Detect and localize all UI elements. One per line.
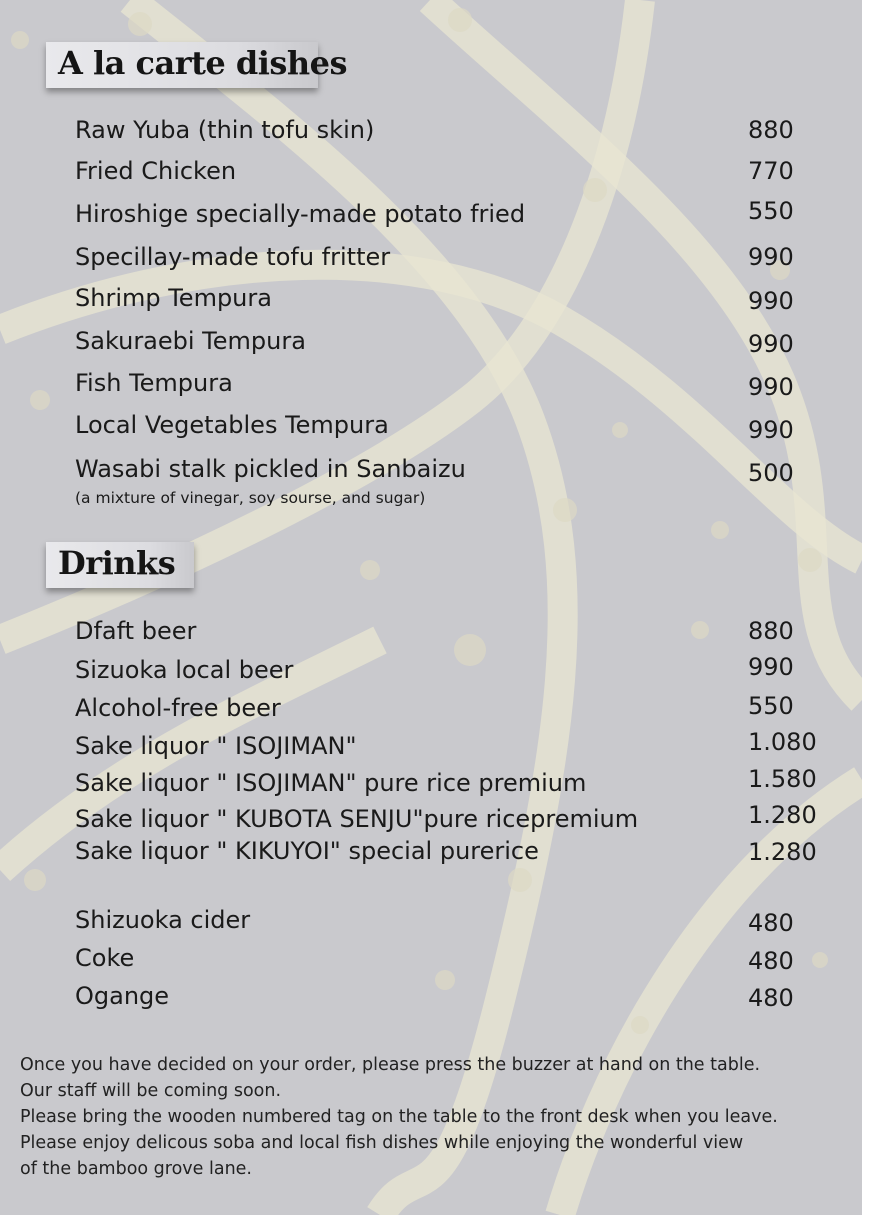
price-sake-isojiman-premium: 1.580 xyxy=(748,765,817,793)
menu-item-sake-kikuyoi: Sake liquor " KIKUYOI" special purerice xyxy=(75,837,539,865)
menu-item-wasabi-stalk: Wasabi stalk pickled in Sanbaizu xyxy=(75,455,466,483)
menu-item-fried-chicken: Fried Chicken xyxy=(75,157,237,185)
price-sakuraebi-tempura: 990 xyxy=(748,330,794,358)
drinks-title: Drinks xyxy=(58,544,176,582)
dishes-heading xyxy=(46,42,348,88)
price-sake-isojiman: 1.080 xyxy=(748,728,817,756)
footer-line-order: Once you have decided on your order, please press the buzzer at hand on the table. xyxy=(20,1055,761,1075)
price-shrimp-tempura: 990 xyxy=(748,287,794,315)
menu-item-sakuraebi-tempura: Sakuraebi Tempura xyxy=(75,327,306,355)
menu-item-draft-beer: Dfaft beer xyxy=(75,617,197,645)
footer-line-tag: Please bring the wooden numbered tag on the table to the front desk when you leave. xyxy=(20,1107,778,1127)
menu-item-orange: Ogange xyxy=(75,982,170,1010)
menu-item-sake-isojiman-premium: Sake liquor " ISOJIMAN" pure rice premium xyxy=(75,769,587,797)
menu-item-shizuoka-cider: Shizuoka cider xyxy=(75,906,251,934)
price-local-beer: 990 xyxy=(748,653,794,681)
price-potato-fried: 550 xyxy=(748,197,794,225)
price-sake-kikuyoi: 1.280 xyxy=(748,838,817,866)
price-wasabi-stalk: 500 xyxy=(748,459,794,487)
menu-item-sake-kubota-senju: Sake liquor " KUBOTA SENJU"pure ricepremium xyxy=(75,805,639,833)
price-fried-chicken: 770 xyxy=(748,157,794,185)
menu-item-potato-fried: Hiroshige specially-made potato fried xyxy=(75,200,526,228)
menu-item-shrimp-tempura: Shrimp Tempura xyxy=(75,284,272,312)
menu-item-tofu-fritter: Specillay-made tofu fritter xyxy=(75,243,391,271)
menu-item-local-beer: Sizuoka local beer xyxy=(75,656,294,684)
menu-item-wasabi-note: (a mixture of vinegar, soy sourse, and sugar) xyxy=(75,489,426,507)
price-tofu-fritter: 990 xyxy=(748,243,794,271)
dishes-title: A la carte dishes xyxy=(58,44,348,82)
price-fish-tempura: 990 xyxy=(748,373,794,401)
price-sake-kubota-senju: 1.280 xyxy=(748,801,817,829)
drinks-heading xyxy=(46,542,194,588)
menu-item-fish-tempura: Fish Tempura xyxy=(75,369,233,397)
price-draft-beer: 880 xyxy=(748,617,794,645)
price-vegetables-tempura: 990 xyxy=(748,416,794,444)
menu-item-sake-isojiman: Sake liquor " ISOJIMAN" xyxy=(75,732,357,760)
menu-item-coke: Coke xyxy=(75,944,135,972)
price-orange: 480 xyxy=(748,984,794,1012)
menu-item-vegetables-tempura: Local Vegetables Tempura xyxy=(75,411,389,439)
price-shizuoka-cider: 480 xyxy=(748,909,794,937)
footer-line-staff: Our staff will be coming soon. xyxy=(20,1081,282,1101)
menu-item-alcohol-free-beer: Alcohol-free beer xyxy=(75,694,281,722)
footer-line-view: of the bamboo grove lane. xyxy=(20,1159,252,1179)
price-alcohol-free-beer: 550 xyxy=(748,692,794,720)
price-raw-yuba: 880 xyxy=(748,116,794,144)
price-coke: 480 xyxy=(748,947,794,975)
menu-item-raw-yuba: Raw Yuba (thin tofu skin) xyxy=(75,116,375,144)
footer-line-enjoy: Please enjoy delicous soba and local fish dishes while enjoying the wonderful view xyxy=(20,1133,744,1153)
